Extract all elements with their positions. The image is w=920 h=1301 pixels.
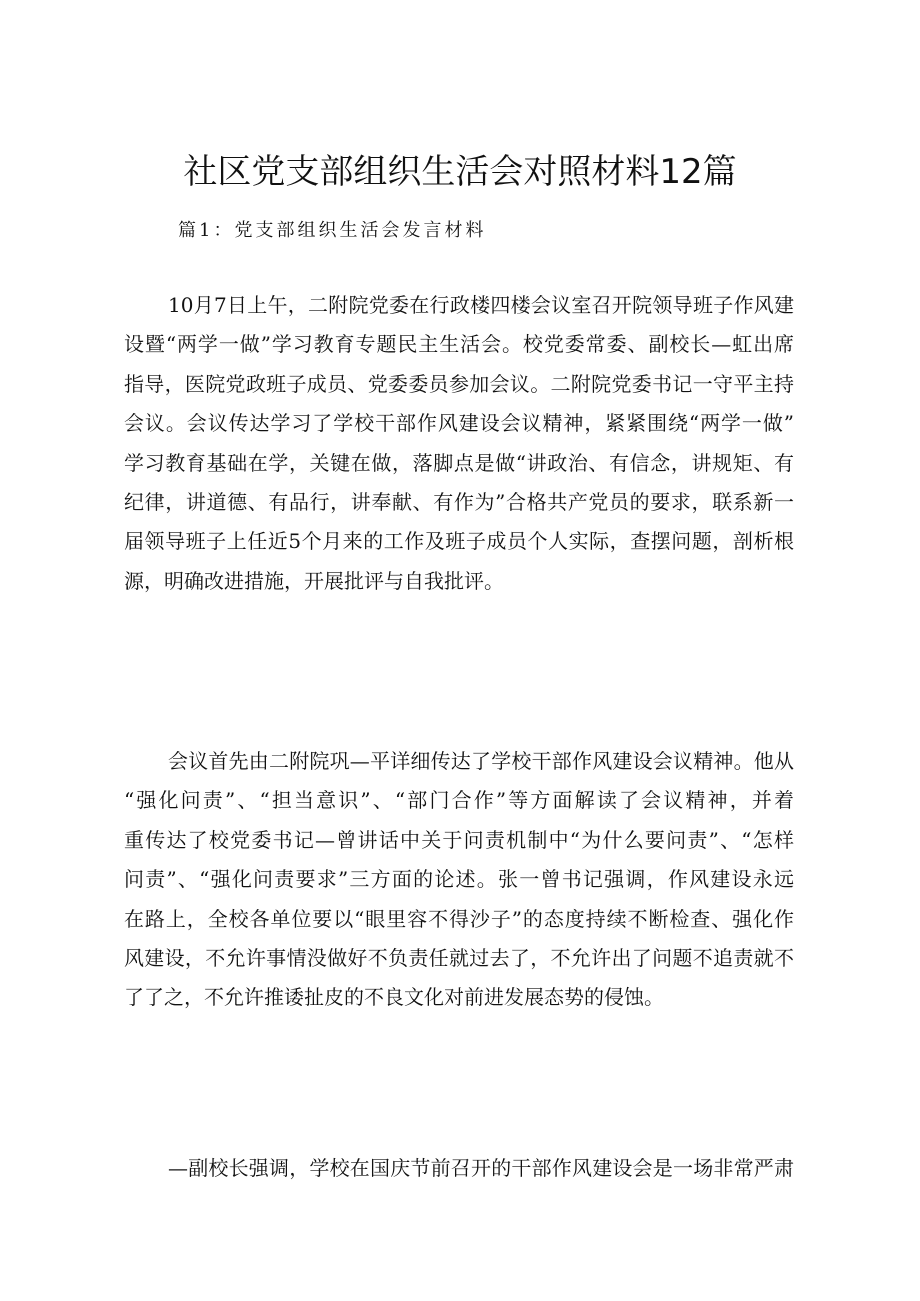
paragraph-line: 会议。会议传达学习了学校干部作风建设会议精神，紧紧围绕“两学一做” [124, 411, 794, 436]
document-title: 社区党支部组织生活会对照材料12篇 [183, 152, 737, 192]
paragraph-2 [124, 742, 804, 1018]
paragraph-1 [124, 286, 804, 601]
section-heading: 篇1：党支部组织生活会发言材料 [178, 220, 487, 241]
paragraph-line: 纪律，讲道德、有品行，讲奉献、有作为”合格共产党员的要求，联系新一 [124, 489, 794, 514]
paragraph-line: —副校长强调，学校在国庆节前召开的干部作风建设会是一场非常严肃 [168, 1156, 794, 1180]
paragraph-line: 了了之，不允许推诿扯皮的不良文化对前进发展态势的侵蚀。 [124, 985, 664, 1010]
paragraph-line: 设暨“两学一做”学习教育专题民主生活会。校党委常委、副校长—虹出席 [124, 332, 794, 357]
paragraph-line: 届领导班子上任近5个月来的工作及班子成员个人实际，查摆问题，剖析根 [124, 529, 794, 554]
paragraph-3 [124, 1149, 804, 1188]
paragraph-line: 指导，医院党政班子成员、党委委员参加会议。二附院党委书记一守平主持 [124, 371, 794, 396]
paragraph-line: “强化问责”、“担当意识”、“部门合作”等方面解读了会议精神，并着 [124, 788, 794, 813]
paragraph-line: 在路上，全校各单位要以“眼里容不得沙子”的态度持续不断检查、强化作 [124, 906, 794, 931]
paragraph-line: 重传达了校党委书记—曾讲话中关于问责机制中“为什么要问责”、“怎样 [124, 827, 794, 852]
paragraph-line: 问责”、“强化问责要求”三方面的论述。张一曾书记强调，作风建设永远 [124, 867, 794, 892]
paragraph-line: 学习教育基础在学，关键在做，落脚点是做“讲政治、有信念，讲规矩、有 [124, 450, 794, 475]
paragraph-line: 源，明确改进措施，开展批评与自我批评。 [124, 568, 504, 593]
paragraph-line: 会议首先由二附院巩—平详细传达了学校干部作风建设会议精神。他从 [168, 749, 794, 773]
paragraph-line: 风建设，不允许事情没做好不负责任就过去了，不允许出了问题不追责就不 [124, 945, 794, 970]
paragraph-line: 10月7日上午，二附院党委在行政楼四楼会议室召开院领导班子作风建 [168, 293, 794, 317]
